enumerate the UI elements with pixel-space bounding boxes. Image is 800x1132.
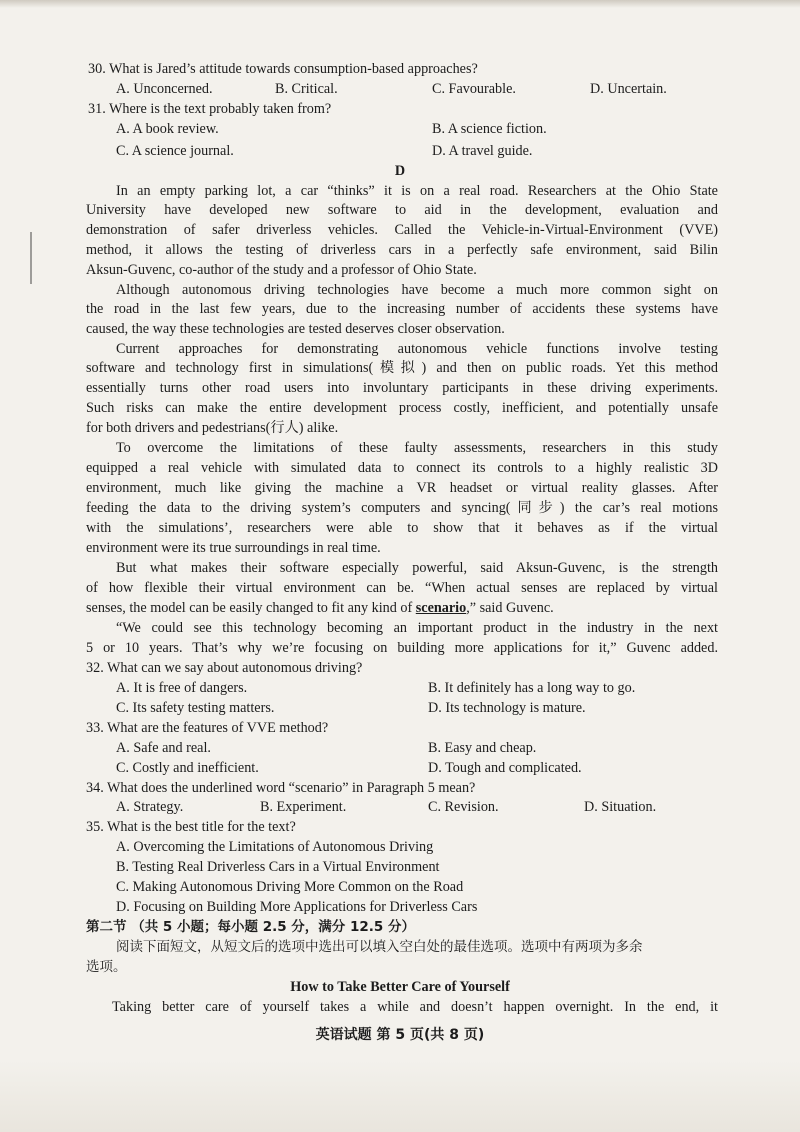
q30-option-b: B. Critical. [275, 81, 338, 97]
question-30: 30. What is Jared’s attitude towards consumption-based approaches? [88, 61, 478, 77]
passage-line: environment, much like giving the machine a VR headset or virtual reality glasses. After [86, 480, 718, 496]
q30-option-d: D. Uncertain. [590, 81, 667, 97]
passage-line: caused, the way these technologies are tested deserves closer observation. [86, 321, 505, 337]
question-35: 35. What is the best title for the text? [86, 819, 296, 835]
passage-line: Current approaches for demonstrating autonomous vehicle functions involve testing [116, 341, 718, 357]
q34-option-b: B. Experiment. [260, 799, 347, 815]
q32-option-d: D. Its technology is mature. [428, 700, 586, 716]
question-33: 33. What are the features of VVE method? [86, 720, 329, 736]
q35-option-c: C. Making Autonomous Driving More Common on the Road [116, 879, 464, 895]
passage-line: University have developed new software to aid in the development, evaluation and [86, 202, 718, 218]
passage-line [86, 599, 554, 618]
q34-option-d: D. Situation. [584, 799, 657, 815]
passage-line-part: ,” said Guvenc. [466, 600, 554, 616]
passage-line: for both drivers and pedestrians(行人) alike. [86, 420, 339, 436]
question-34: 34. What does the underlined word “scenario” in Paragraph 5 mean? [86, 780, 476, 796]
scan-edge [0, 0, 800, 8]
passage-heading: D [394, 163, 406, 179]
q32-option-a: A. It is free of dangers. [116, 680, 248, 696]
q33-option-c: C. Costly and inefficient. [116, 760, 259, 776]
q34-option-c: C. Revision. [428, 799, 499, 815]
passage-line: demonstration of safer driverless vehicles. Called the Vehicle-in-Virtual-Environment (VVE) [86, 222, 718, 238]
section-instructions: 阅读下面短文，从短文后的选项中选出可以填入空白处的最佳选项。选项中有两项为多余 [116, 939, 643, 955]
passage-line: method, it allows the testing of driverless cars in a perfectly safe environment, said Bilin [86, 242, 718, 258]
q30-option-c: C. Favourable. [432, 81, 516, 97]
q32-option-b: B. It definitely has a long way to go. [428, 680, 636, 696]
passage-line: Although autonomous driving technologies have become a much more common sight on [116, 282, 718, 298]
passage-title: How to Take Better Care of Yourself [290, 979, 510, 995]
binding-mark [30, 232, 38, 284]
q31-option-a: A. A book review. [116, 121, 219, 137]
question-32: 32. What can we say about autonomous driving? [86, 660, 363, 676]
passage-line: feeding the data to the driving system’s computers and syncing(同步) the car’s real motions [86, 500, 718, 516]
page-footer: 英语试题 第 5 页(共 8 页) [315, 1027, 485, 1043]
q31-option-b: B. A science fiction. [432, 121, 547, 137]
q35-option-a: A. Overcoming the Limitations of Autonomous Driving [116, 839, 434, 855]
q34-option-a: A. Strategy. [116, 799, 184, 815]
passage-line-part: senses, the model can be easily changed to fit any kind of [86, 600, 416, 616]
passage-line: with the simulations’, researchers were able to show that it behaves as if the virtual [86, 520, 718, 536]
q31-option-d: D. A travel guide. [432, 143, 533, 159]
passage-line: “We could see this technology becoming an important product in the industry in the next [116, 620, 718, 636]
passage-line: To overcome the limitations of these faulty assessments, researchers in this study [116, 440, 718, 456]
q33-option-b: B. Easy and cheap. [428, 740, 537, 756]
q32-option-c: C. Its safety testing matters. [116, 700, 275, 716]
q31-option-c: C. A science journal. [116, 143, 234, 159]
underlined-word: scenario [415, 600, 467, 616]
passage-line: But what makes their software especially powerful, said Aksun-Guvenc, is the strength [116, 560, 718, 576]
passage-line: Aksun-Guvenc, co-author of the study and a professor of Ohio State. [86, 262, 477, 278]
passage-line: the road in the last few years, due to the increasing number of accidents these systems have [86, 301, 718, 317]
question-31: 31. Where is the text probably taken from? [88, 101, 332, 117]
passage-line: 5 or 10 years. That’s why we’re focusing on building more applications for it,” Guvenc added. [86, 640, 718, 656]
section-heading: 第二节 （共 5 小题；每小题 2.5 分，满分 12.5 分） [86, 919, 416, 935]
scan-shadow [0, 1060, 800, 1132]
passage-line: equipped a real vehicle with simulated data to connect its controls to a highly realistic 3D [86, 460, 718, 476]
q33-option-d: D. Tough and complicated. [428, 760, 582, 776]
section-instructions: 选项。 [86, 959, 127, 975]
passage-line: essentially turns other road users into involuntary participants in these driving experiments. [86, 380, 718, 396]
q33-option-a: A. Safe and real. [116, 740, 211, 756]
passage-line: of how flexible their virtual environment can be. “When actual senses are replaced by virtual [86, 580, 718, 596]
q35-option-d: D. Focusing on Building More Applications for Driverless Cars [116, 899, 478, 915]
q30-option-a: A. Unconcerned. [116, 81, 213, 97]
passage-line: software and technology first in simulations(模拟) and then on public roads. Yet this method [86, 360, 718, 376]
passage-line: Such risks can make the entire development process costly, inefficient, and potentially unsafe [86, 400, 718, 416]
q35-option-b: B. Testing Real Driverless Cars in a Virtual Environment [116, 859, 440, 875]
passage-line: environment were its true surroundings in real time. [86, 540, 381, 556]
passage-line: Taking better care of yourself takes a while and doesn’t happen overnight. In the end, it [112, 999, 718, 1015]
passage-line: In an empty parking lot, a car “thinks” it is on a real road. Researchers at the Ohio State [116, 183, 718, 199]
